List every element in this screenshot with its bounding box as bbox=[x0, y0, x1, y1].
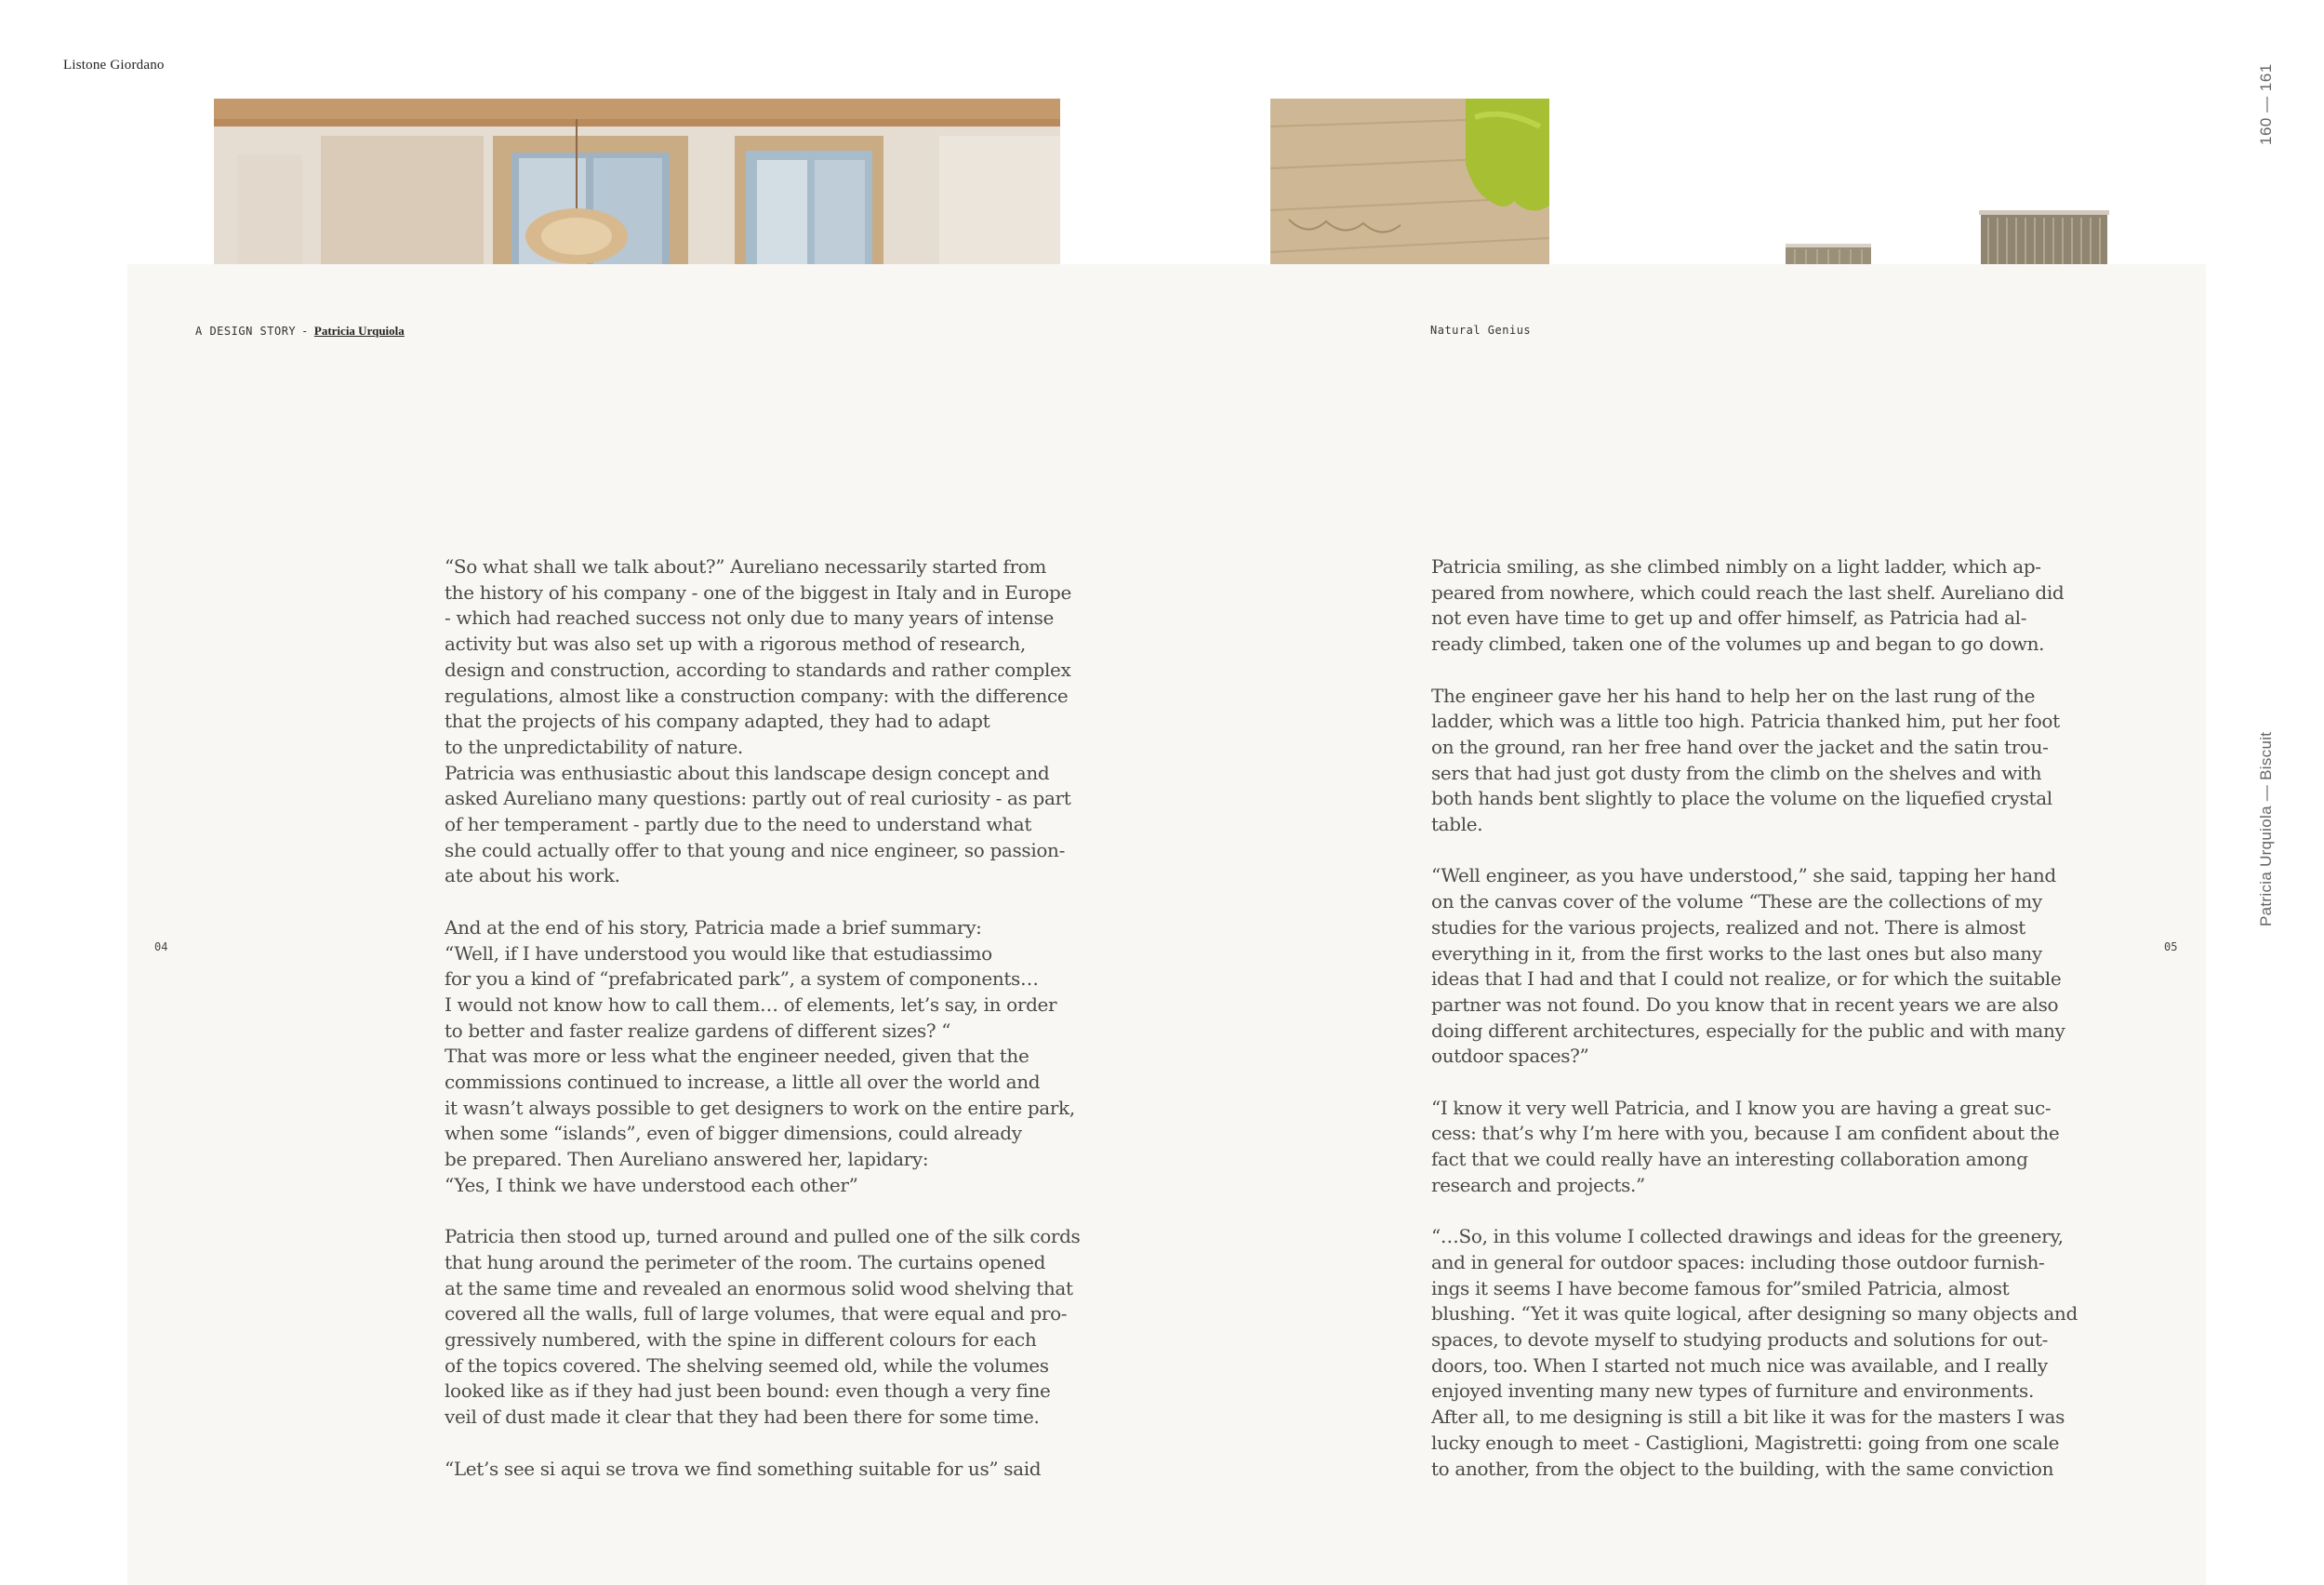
paragraph bbox=[1431, 1224, 2078, 1482]
text-line: covered all the walls, full of large volumes, that were equal and pro- bbox=[445, 1302, 1068, 1325]
text-line: ings it seems I have become famous for”smiled Patricia, almost bbox=[1431, 1276, 2010, 1299]
text-line: looked like as if they had just been bound: even though a very fine bbox=[445, 1379, 1051, 1403]
text-line: doing different architectures, especially for the public and with many bbox=[1431, 1019, 2065, 1042]
spread-page-numbers: 160 — 161 bbox=[2257, 63, 2275, 145]
text-line: “Well, if I have understood you would like that estudiassimo bbox=[445, 941, 992, 965]
shelf-product-illustration bbox=[1786, 99, 2120, 264]
text-line: she could actually offer to that young and nice engineer, so passion- bbox=[445, 838, 1065, 861]
text-line: that the projects of his company adapted, they had to adapt bbox=[445, 710, 990, 733]
text-line: the history of his company - one of the biggest in Italy and in Europe bbox=[445, 580, 1071, 604]
paragraph bbox=[1431, 554, 2064, 658]
text-line: “I know it very well Patricia, and I know you are having a great suc- bbox=[1431, 1096, 2052, 1119]
text-line: everything in it, from the first works to the last ones but also many bbox=[1431, 941, 2042, 965]
text-line: ladder, which was a little too high. Patricia thanked him, put her foot bbox=[1431, 710, 2060, 733]
page-number-right: 05 bbox=[2164, 940, 2178, 953]
text-line: - which had reached success not only due to many years of intense bbox=[445, 606, 1055, 630]
text-line: that hung around the perimeter of the room. The curtains opened bbox=[445, 1250, 1046, 1273]
text-line: And at the end of his story, Patricia made a brief summary: bbox=[445, 915, 982, 939]
paragraph bbox=[445, 915, 1077, 1199]
page-number-left: 04 bbox=[154, 940, 168, 953]
paragraph bbox=[1431, 863, 2064, 1070]
text-line: “…So, in this volume I collected drawings and ideas for the greenery, bbox=[1431, 1225, 2064, 1248]
paragraph bbox=[445, 1457, 1077, 1483]
room-interior-photo bbox=[214, 99, 1060, 264]
text-line: on the ground, ran her free hand over the jacket and the satin trou- bbox=[1431, 735, 2049, 758]
text-line: That was more or less what the engineer needed, given that the bbox=[445, 1045, 1029, 1068]
wood-floor-photo bbox=[1270, 99, 1549, 264]
text-line: “Yes, I think we have understood each other” bbox=[445, 1173, 858, 1196]
text-line: on the canvas cover of the volume “These are the collections of my bbox=[1431, 890, 2042, 913]
text-line: veil of dust made it clear that they had been there for some time. bbox=[445, 1405, 1040, 1429]
text-line: asked Aureliano many questions: partly out of real curiosity - as part bbox=[445, 787, 1071, 810]
paragraph bbox=[445, 554, 1077, 889]
text-line: lucky enough to meet - Castiglioni, Magistretti: going from one scale bbox=[1431, 1431, 2060, 1454]
text-line: of the topics covered. The shelving seemed old, while the volumes bbox=[445, 1353, 1049, 1377]
text-line: both hands bent slightly to place the volume on the liquefied crystal bbox=[1431, 787, 2052, 810]
text-line: activity but was also set up with a rigorous method of research, bbox=[445, 633, 1026, 656]
text-line: at the same time and revealed an enormous solid wood shelving that bbox=[445, 1276, 1073, 1299]
text-line: peared from nowhere, which could reach the last shelf. Aureliano did bbox=[1431, 580, 2065, 604]
section-label: A DESIGN STORY bbox=[195, 325, 297, 338]
brand-name: Listone Giordano bbox=[63, 58, 165, 73]
text-line: to another, from the object to the building, with the same conviction bbox=[1431, 1457, 2054, 1480]
text-line: Patricia smiling, as she climbed nimbly on a light ladder, which ap- bbox=[1431, 555, 2041, 578]
text-line: commissions continued to increase, a little all over the world and bbox=[445, 1071, 1041, 1094]
text-line: After all, to me designing is still a bit like it was for the masters I was bbox=[1431, 1405, 2065, 1429]
text-line: regulations, almost like a construction company: with the difference bbox=[445, 684, 1069, 707]
text-line: “Well engineer, as you have understood,” she said, tapping her hand bbox=[1431, 864, 2056, 887]
text-line: design and construction, according to standards and rather complex bbox=[445, 658, 1071, 681]
text-line: outdoor spaces?” bbox=[1431, 1045, 1589, 1068]
text-line: “So what shall we talk about?” Aureliano necessarily started from bbox=[445, 555, 1046, 578]
text-line: of her temperament - partly due to the need to understand what bbox=[445, 813, 1032, 836]
text-line: to better and faster realize gardens of different sizes? “ bbox=[445, 1019, 951, 1042]
text-line: enjoyed inventing many new types of furniture and environments. bbox=[1431, 1379, 2034, 1403]
author-link[interactable]: Patricia Urquiola bbox=[313, 324, 405, 338]
text-line: partner was not found. Do you know that in recent years we are also bbox=[1431, 992, 2059, 1016]
text-line: research and projects.” bbox=[1431, 1173, 1645, 1196]
left-text-column bbox=[445, 554, 1081, 1508]
text-line: for you a kind of “prefabricated park”, a system of components… bbox=[445, 967, 1039, 991]
paragraph bbox=[1431, 1096, 2064, 1199]
text-line: doors, too. When I started not much nice was available, and I really bbox=[1431, 1353, 2048, 1377]
text-line: not even have time to get up and offer himself, as Patricia had al- bbox=[1431, 606, 2027, 630]
text-line: blushing. “Yet it was quite logical, after designing so many objects and bbox=[1431, 1302, 2078, 1325]
text-line: The engineer gave her his hand to help her on the last rung of the bbox=[1431, 684, 2036, 707]
running-header-right: Natural Genius bbox=[1430, 324, 1532, 337]
text-line: I would not know how to call them… of elements, let’s say, in order bbox=[445, 992, 1057, 1016]
text-line: fact that we could really have an interesting collaboration among bbox=[1431, 1148, 2028, 1171]
text-line: sers that had just got dusty from the climb on the shelves and with bbox=[1431, 761, 2042, 784]
shelf-product-photo bbox=[1786, 99, 2120, 264]
room-interior-illustration bbox=[214, 99, 1060, 264]
text-line: studies for the various projects, realized and not. There is almost bbox=[1431, 915, 2025, 939]
text-line: table. bbox=[1431, 813, 1483, 836]
text-line: gressively numbered, with the spine in different colours for each bbox=[445, 1328, 1037, 1352]
text-line: ready climbed, taken one of the volumes up and began to go down. bbox=[1431, 633, 2045, 656]
text-line: when some “islands”, even of bigger dimensions, could already bbox=[445, 1122, 1022, 1145]
text-line: cess: that’s why I’m here with you, because I am confident about the bbox=[1431, 1122, 2060, 1145]
running-header-left bbox=[195, 324, 405, 339]
paragraph bbox=[1431, 684, 2064, 838]
text-line: Patricia was enthusiastic about this landscape design concept and bbox=[445, 761, 1050, 784]
text-line: and in general for outdoor spaces: including those outdoor furnish- bbox=[1431, 1250, 2045, 1273]
right-text-column bbox=[1431, 554, 2078, 1508]
text-line: be prepared. Then Aureliano answered her, lapidary: bbox=[445, 1148, 929, 1171]
wood-floor-illustration bbox=[1270, 99, 1549, 264]
header-separator: - bbox=[301, 325, 309, 338]
text-line: Patricia then stood up, turned around and pulled one of the silk cords bbox=[445, 1225, 1081, 1248]
text-line: it wasn’t always possible to get designers to work on the entire park, bbox=[445, 1096, 1075, 1119]
text-line: spaces, to devote myself to studying products and solutions for out- bbox=[1431, 1328, 2049, 1352]
text-line: ate about his work. bbox=[445, 864, 620, 887]
text-line: ideas that I had and that I could not realize, or for which the suitable bbox=[1431, 967, 2062, 991]
text-line: to the unpredictability of nature. bbox=[445, 735, 743, 758]
paragraph bbox=[445, 1224, 1081, 1431]
side-caption: Patricia Urquiola — Biscuit bbox=[2257, 731, 2275, 926]
text-line: “Let’s see si aqui se trova we find something suitable for us” said bbox=[445, 1457, 1042, 1480]
